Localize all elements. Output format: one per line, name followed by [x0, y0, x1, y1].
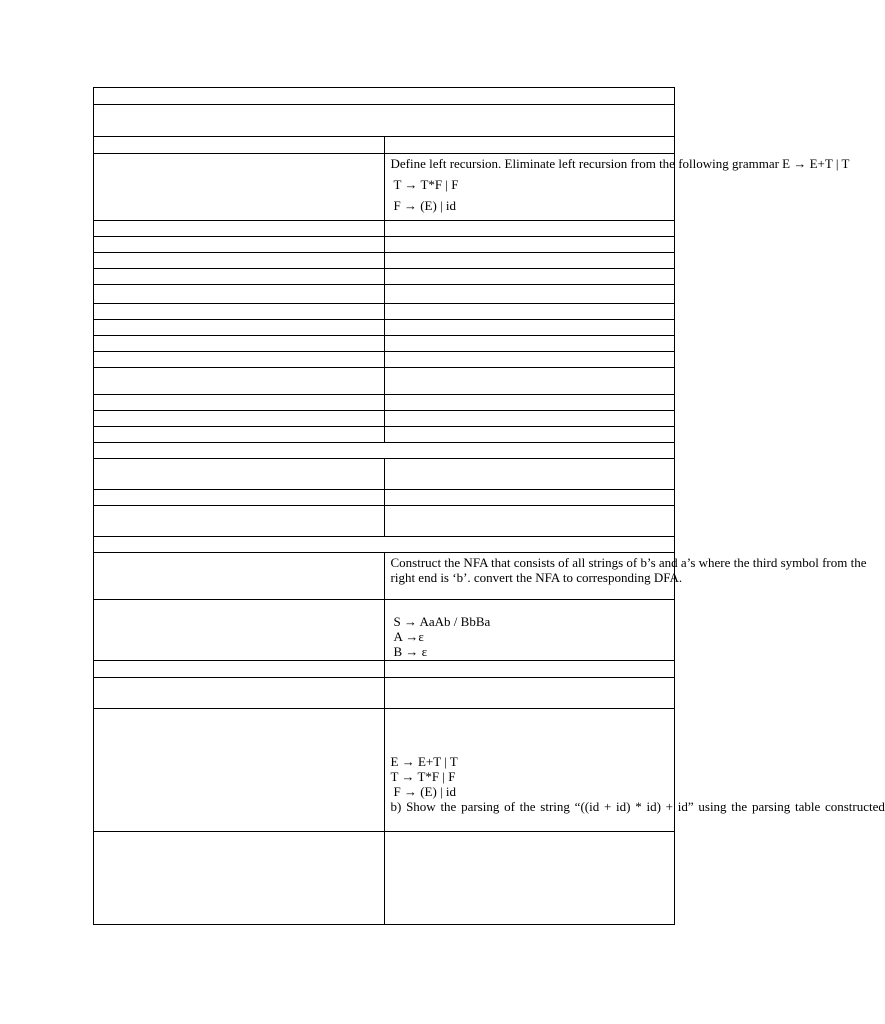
table-row	[94, 320, 675, 336]
grammar-line: B → ε	[393, 644, 428, 659]
table-row	[94, 304, 675, 320]
grammar-line: T → T*F | F	[390, 769, 456, 784]
table-row	[94, 368, 675, 395]
question-line: Construct the NFA that consists of all strings of b’s and a’s where the third symbol from the	[390, 555, 867, 570]
question-line: Define left recursion. Eliminate left recursion from the following grammar E → E+T | T	[390, 156, 850, 171]
table-row	[94, 411, 675, 427]
table-row	[94, 427, 675, 443]
question-table	[93, 87, 885, 925]
question-row-left-recursion	[94, 154, 675, 221]
question-text	[384, 154, 850, 221]
question-row-grammar	[94, 600, 675, 661]
grammar-line: S → AaAb / BbBa	[393, 614, 491, 629]
question-line: right end is ‘b’. convert the NFA to corresponding DFA.	[390, 570, 683, 585]
table-row	[94, 678, 675, 709]
grammar-line: A →ε	[393, 629, 424, 644]
table-row	[94, 352, 675, 368]
question-line: b) Show the parsing of the string “((id + id) * id) + id” using the parsing table constructed	[390, 799, 885, 814]
table-row	[94, 137, 675, 154]
question-text	[384, 600, 675, 661]
table-row	[94, 506, 675, 537]
question-row-nfa	[94, 553, 675, 600]
table-row	[94, 269, 675, 285]
header-row	[94, 88, 675, 105]
question-row-parsing	[94, 709, 675, 832]
table-row	[94, 459, 675, 490]
grammar-line: F → (E) | id	[393, 784, 457, 799]
question-paper	[93, 87, 885, 925]
table-row	[94, 395, 675, 411]
question-text	[384, 709, 885, 832]
table-row	[94, 490, 675, 506]
table-row	[94, 237, 675, 253]
question-text	[384, 553, 867, 600]
grammar-line: E → E+T | T	[390, 754, 458, 769]
table-row	[94, 285, 675, 304]
section-row	[94, 443, 675, 459]
header-row	[94, 105, 675, 137]
grammar-line: F → (E) | id	[393, 198, 457, 213]
table-row	[94, 336, 675, 352]
section-row	[94, 537, 675, 553]
grammar-line: T → T*F | F	[393, 177, 459, 192]
table-row	[94, 221, 675, 237]
table-row	[94, 832, 675, 925]
table-row	[94, 661, 675, 678]
table-row	[94, 253, 675, 269]
